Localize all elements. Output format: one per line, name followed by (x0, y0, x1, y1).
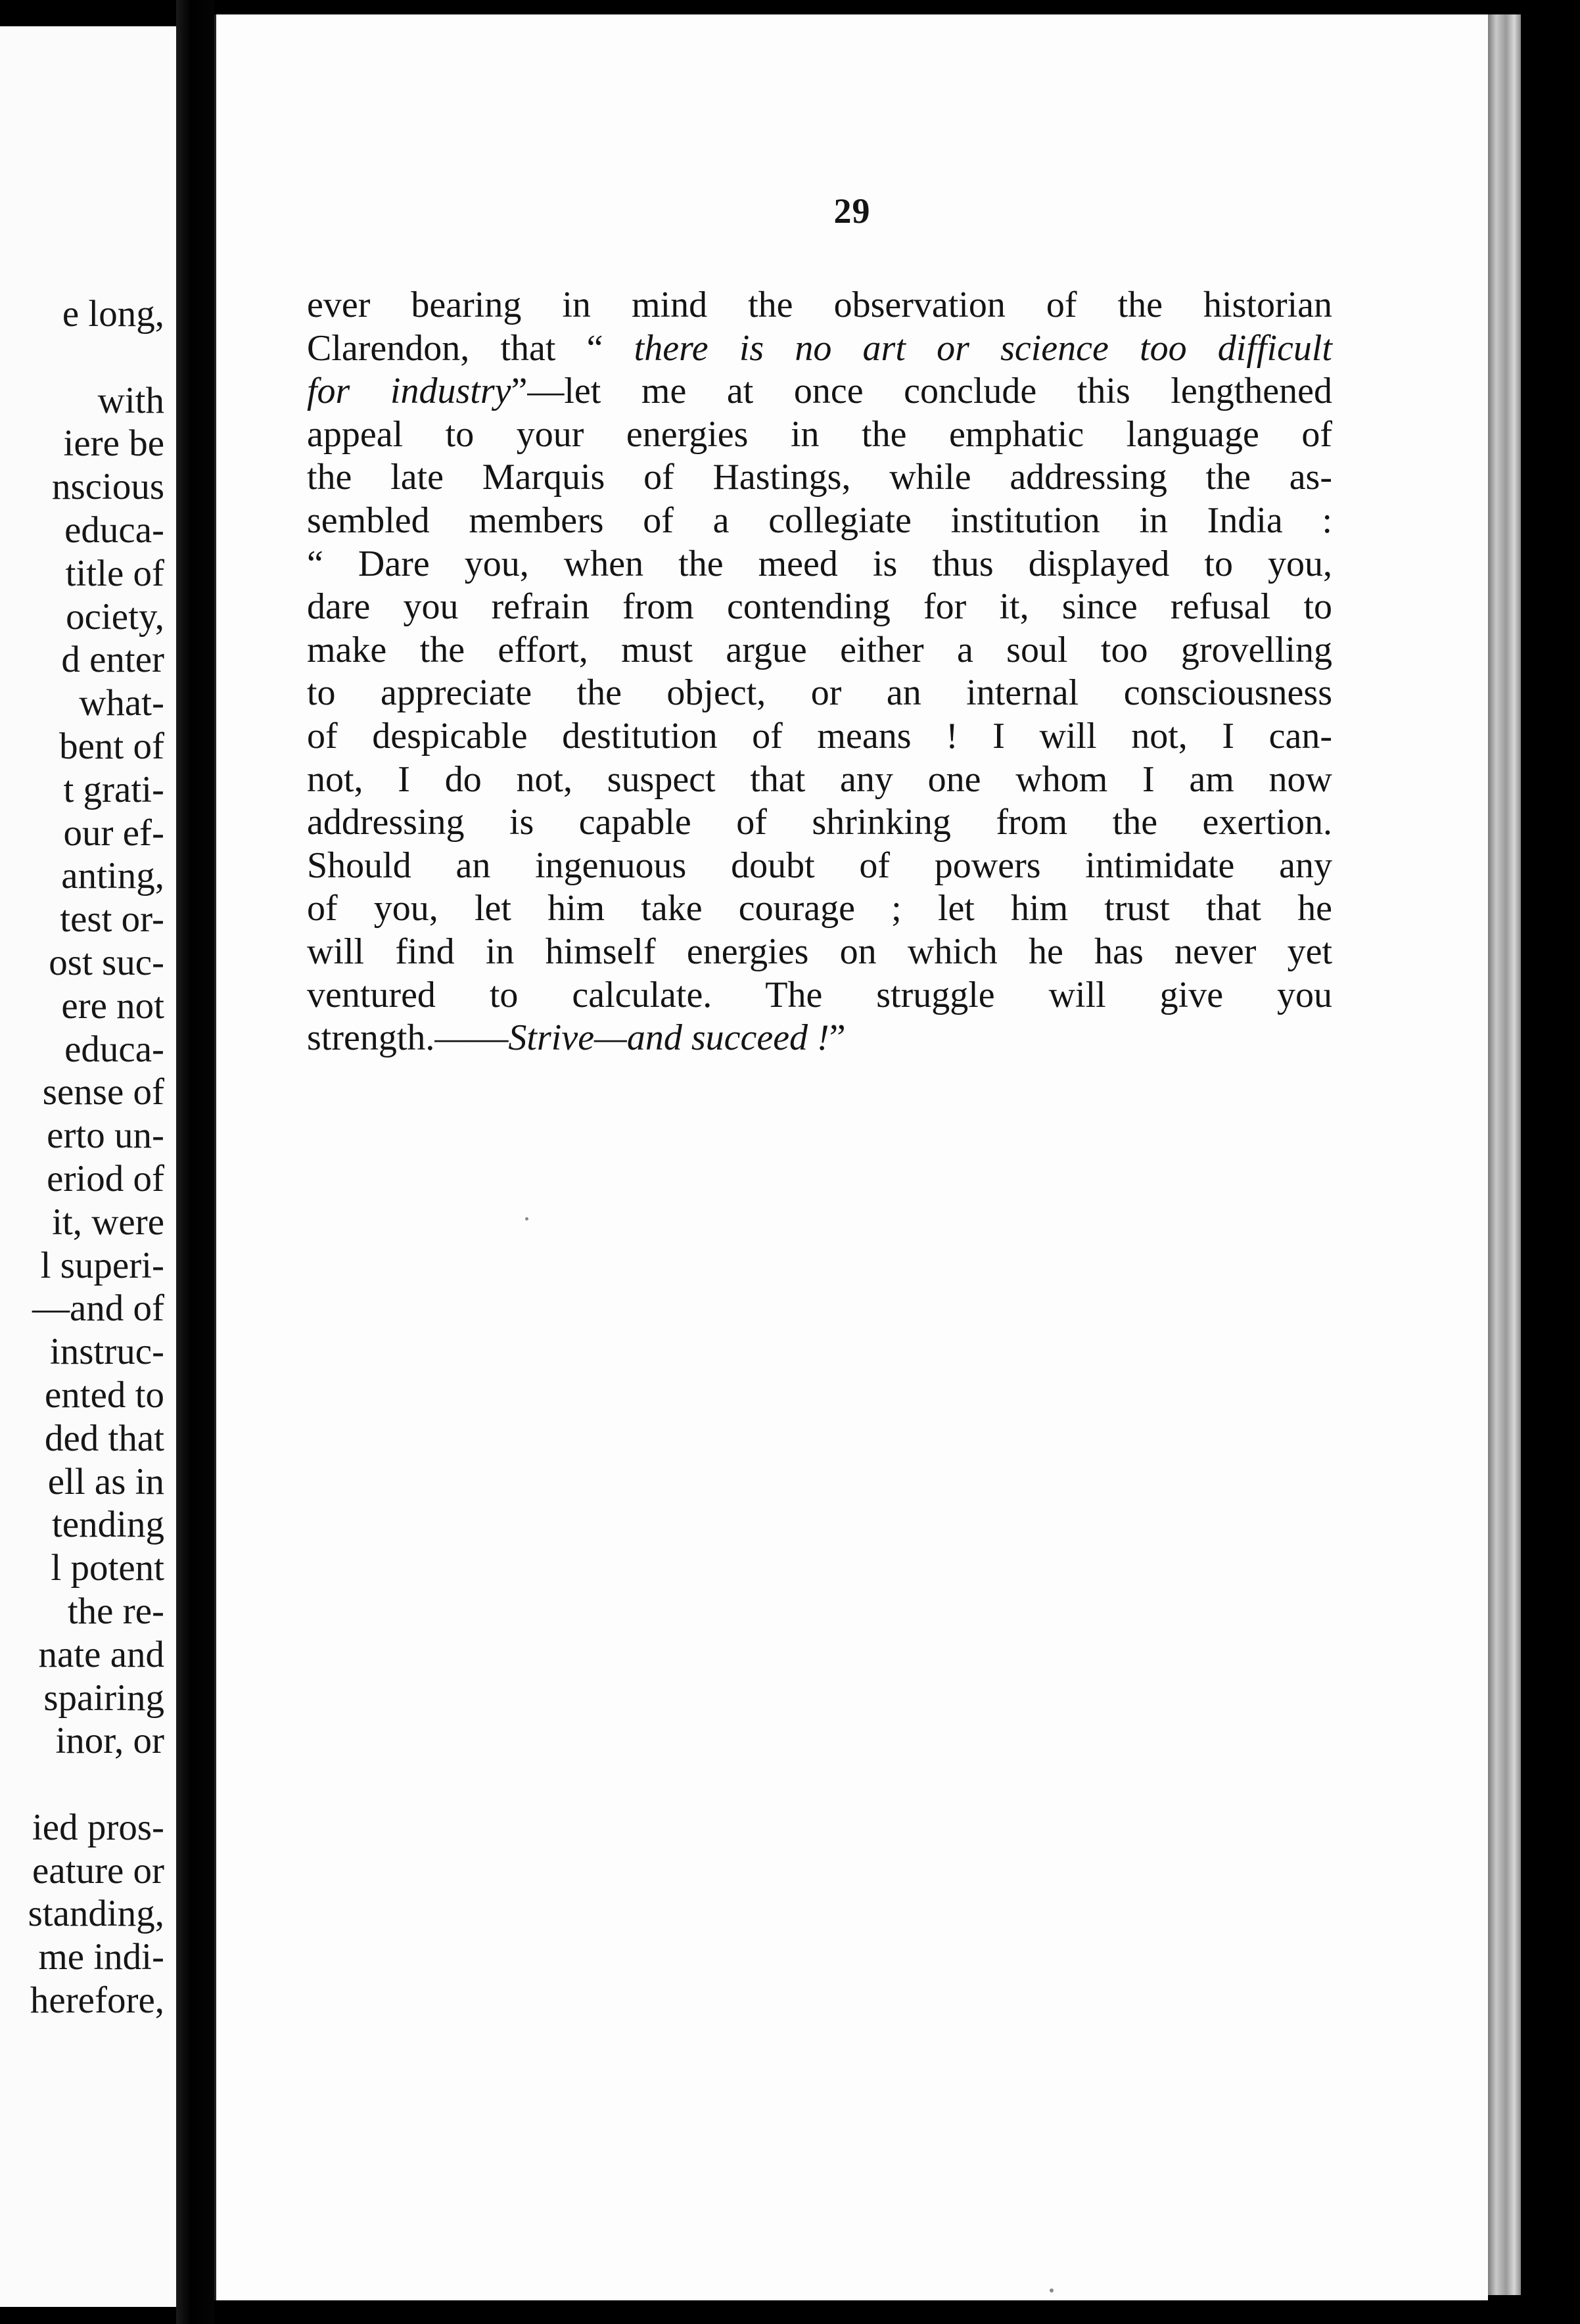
italic-text-segment: there is no art or science too difficult (634, 327, 1332, 369)
text-segment: to appreciate the object, or an internal consciousness (307, 672, 1332, 714)
previous-page-line: me indi- (38, 1936, 164, 1978)
previous-page-line: tending (52, 1504, 164, 1546)
book-gutter (176, 0, 214, 2324)
previous-page-line: the re- (67, 1590, 164, 1632)
scan-speck (1050, 2289, 1054, 2292)
previous-page-line: nate and (38, 1633, 164, 1675)
previous-page-line: anting, (61, 855, 164, 897)
previous-page-line (28, 336, 164, 379)
body-line (307, 370, 1332, 413)
previous-page-line: sense of (42, 1071, 164, 1113)
previous-page-text (28, 292, 164, 2022)
scan-speck (525, 1217, 528, 1220)
body-line (307, 543, 1332, 586)
previous-page-line: nscious (52, 466, 164, 508)
body-line (307, 500, 1332, 543)
text-segment: of you, let him take courage ; let him trust that he (307, 888, 1332, 929)
previous-page-line: bent of (59, 725, 164, 767)
body-line (307, 629, 1332, 672)
previous-page-line: herefore, (30, 1980, 164, 2022)
previous-page-line: l potent (51, 1547, 164, 1589)
text-segment: ever bearing in mind the observation of the historian (307, 285, 1332, 325)
previous-page-line: —and of (32, 1288, 164, 1330)
previous-page-line: instruc- (49, 1331, 164, 1373)
text-segment: appeal to your energies in the emphatic language of (307, 413, 1332, 455)
previous-page-line: educa- (64, 509, 164, 551)
text-segment: ” (829, 1017, 846, 1059)
body-line (307, 801, 1332, 845)
previous-page-line: l superi- (40, 1244, 164, 1286)
scan-border (1521, 0, 1580, 2324)
body-line (307, 672, 1332, 715)
previous-page-line (28, 1763, 164, 1806)
previous-page-line: d enter (61, 639, 164, 681)
previous-page-line: erto un- (47, 1115, 164, 1157)
previous-page-line: standing, (28, 1893, 164, 1935)
text-segment: not, I do not, suspect that any one whom I am now (307, 758, 1332, 800)
previous-page-line: iere be (63, 423, 164, 465)
body-line (307, 327, 1332, 371)
page-stack-edge (1488, 14, 1521, 2295)
body-line (307, 586, 1332, 629)
body-line (307, 974, 1332, 1017)
previous-page-line: ere not (61, 985, 164, 1027)
body-line (307, 845, 1332, 888)
body-line (307, 456, 1332, 500)
text-segment: addressing is capable of shrinking from the exertion. (307, 802, 1332, 843)
italic-text-segment: Strive—and succeed ! (508, 1017, 829, 1059)
body-line (307, 758, 1332, 802)
previous-page-line: e long, (62, 293, 164, 335)
previous-page-line: eriod of (47, 1157, 164, 1199)
body-line (307, 931, 1332, 974)
previous-page-line: educa- (64, 1028, 164, 1070)
text-segment: Should an ingenuous doubt of powers intimidate any (307, 845, 1332, 886)
text-segment: make the effort, must argue either a soul too grovelling (307, 629, 1332, 670)
previous-page-line: test or- (60, 898, 164, 941)
body-line (307, 284, 1332, 327)
italic-text-segment: for industry (307, 371, 511, 412)
previous-page-line: ded that (44, 1417, 164, 1459)
text-segment: “ Dare you, when the meed is thus displayed to you, (307, 543, 1332, 584)
previous-page-line: title of (65, 552, 164, 594)
text-segment: strength.—— (307, 1017, 509, 1059)
previous-page-line: ociety, (66, 595, 164, 638)
body-line (307, 715, 1332, 758)
body-line (307, 413, 1332, 457)
previous-page-line: what- (79, 682, 164, 724)
text-segment: of despicable destitution of means ! I will not, I can- (307, 715, 1332, 756)
previous-page-line: our ef- (63, 812, 164, 854)
previous-page-line: ented to (44, 1374, 164, 1416)
previous-page-line: it, were (52, 1201, 164, 1243)
text-segment: Clarendon, that “ (307, 327, 634, 369)
previous-page (0, 26, 176, 2307)
page-body-text (307, 284, 1332, 1060)
text-segment: ventured to calculate. The struggle will give you (307, 974, 1332, 1015)
text-segment: sembled members of a collegiate institution in India : (307, 500, 1332, 541)
previous-page-line: t grati- (63, 768, 164, 810)
text-segment: dare you refrain from contending for it, since refusal to (307, 586, 1332, 628)
previous-page-line: eature or (32, 1849, 164, 1892)
text-segment: ”—let me at once conclude this lengthened (511, 371, 1332, 412)
previous-page-line: ell as in (47, 1460, 164, 1502)
text-segment: will find in himself energies on which he has never yet (307, 931, 1332, 972)
page-number: 29 (833, 191, 871, 231)
previous-page-line: ied pros- (32, 1806, 164, 1848)
previous-page-line: inor, or (55, 1720, 164, 1762)
current-page (214, 14, 1488, 2300)
previous-page-line: with (97, 379, 164, 421)
body-line (307, 1017, 1332, 1060)
previous-page-line: ost suc- (49, 941, 164, 983)
text-segment: the late Marquis of Hastings, while addressing the as- (307, 457, 1332, 498)
previous-page-line: spairing (43, 1677, 164, 1719)
body-line (307, 887, 1332, 931)
